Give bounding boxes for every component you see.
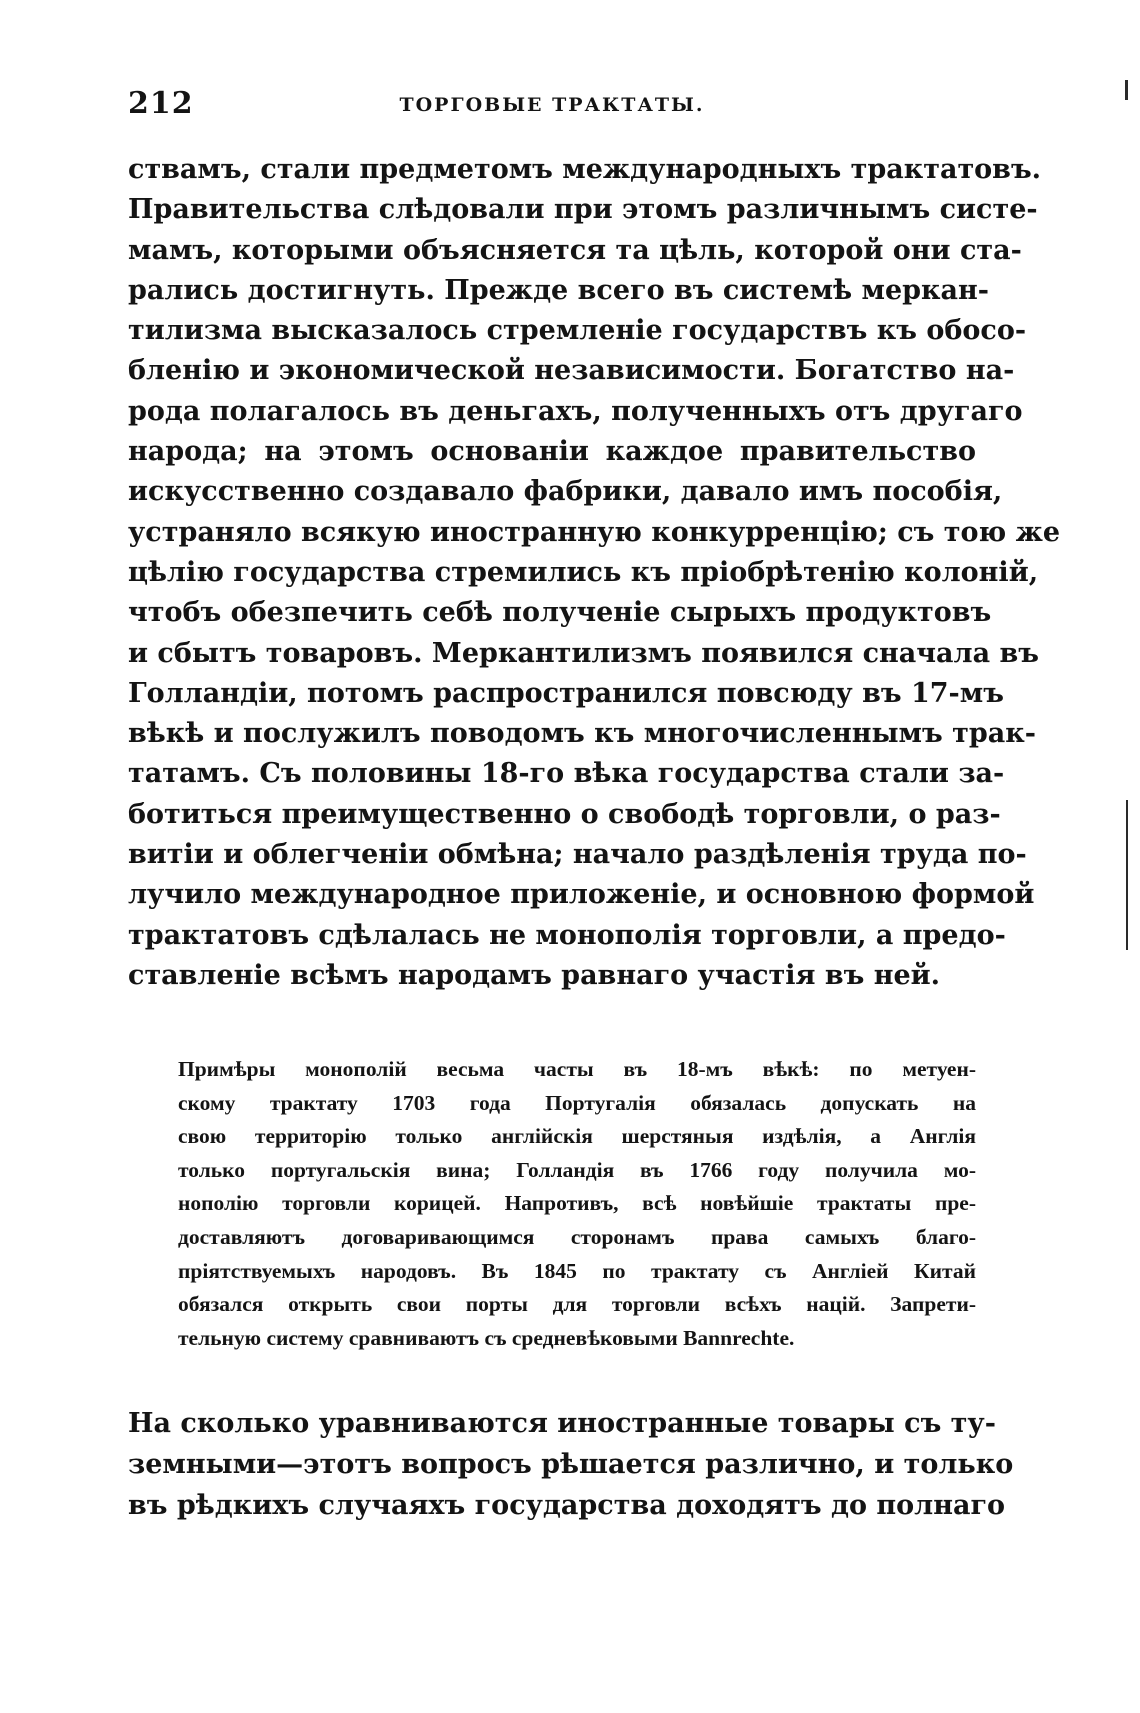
footnote-line: доставляютъ договаривающимся сторонамъ права самыхъ благо-: [178, 1224, 976, 1249]
text-line: цѣлію государства стремились къ пріобрѣтенію колоній,: [128, 556, 1039, 588]
text-line: рались достигнуть. Прежде всего въ системѣ меркан-: [128, 274, 989, 306]
text-line: татамъ. Съ половины 18-го вѣка государства стали за-: [128, 758, 1005, 790]
text-line: земными—этотъ вопросъ рѣшается различно, и только: [128, 1449, 1014, 1480]
text-line: Правительства слѣдовали при этомъ различнымъ систе-: [128, 194, 1038, 226]
text-line: Голландіи, потомъ распространился повсюду въ 17-мъ: [128, 677, 1004, 709]
text-line: народа; на этомъ основаніи каждое правительство: [128, 436, 976, 468]
footnote-line: пріятствуемыхъ народовъ. Въ 1845 по трактату съ Англіей Китай: [178, 1258, 976, 1283]
footnote-line: только португальскія вина; Голландія въ 1766 году получила мо-: [178, 1157, 976, 1182]
scan-edge-mark: [1126, 800, 1128, 950]
text-line: бленію и экономической независимости. Богатство на-: [128, 355, 1015, 387]
scan-edge-mark: [1125, 80, 1128, 100]
footnote-line: нополію торговли корицей. Напротивъ, всѣ новѣйшіе трактаты пре-: [178, 1191, 976, 1216]
text-line: На сколько уравниваются иностранные товары съ ту-: [128, 1408, 996, 1439]
footnote-line: обязался открыть свои порты для торговли всѣхъ націй. Запрети-: [178, 1292, 976, 1317]
continued-paragraph: [128, 1403, 1014, 1526]
text-line: лучило международное приложеніе, и основною формой: [128, 879, 1035, 911]
footnote-block: [178, 1053, 976, 1355]
footnote-line: Примѣры монополій весьма часты въ 18-мъ вѣкѣ: по метуен-: [178, 1057, 976, 1081]
footnote-line: тельную систему сравниваютъ съ средневѣковыми Bannrechte.: [178, 1325, 795, 1350]
text-line: ботиться преимущественно о свободѣ торговли, о раз-: [128, 798, 1001, 830]
text-line: трактатовъ сдѣлалась не монополія торговли, а предо-: [128, 919, 1006, 951]
text-line: тилизма высказалось стремленіе государствъ къ обосо-: [128, 315, 1027, 347]
text-line: искусственно создавало фабрики, давало имъ пособія,: [128, 476, 1003, 508]
running-title: ТОРГОВЫЕ ТРАКТАТЫ.: [399, 94, 705, 116]
page-header: [128, 86, 976, 126]
page-number: 212: [128, 86, 194, 121]
text-line: въ рѣдкихъ случаяхъ государства доходятъ до полнаго: [128, 1490, 1006, 1521]
main-paragraph: [128, 150, 1061, 996]
text-line: чтобъ обезпечить себѣ полученіе сырыхъ продуктовъ: [128, 597, 992, 629]
footnote-line: скому трактату 1703 года Португалія обязалась допускать на: [178, 1090, 976, 1115]
text-line: рода полагалось въ деньгахъ, полученныхъ отъ другаго: [128, 395, 1023, 427]
text-line: ставленіе всѣмъ народамъ равнаго участія въ ней.: [128, 959, 941, 991]
text-line: вѣкѣ и послужилъ поводомъ къ многочисленнымъ трак-: [128, 718, 1036, 750]
text-line: ствамъ, стали предметомъ международныхъ трактатовъ.: [128, 154, 1042, 185]
text-line: устраняло всякую иностранную конкурренцію; съ тою же: [128, 516, 1061, 548]
text-line: мамъ, которыми объясняется та цѣль, которой они ста-: [128, 234, 1022, 266]
footnote-line: свою территорію только англійскія шерстяныя издѣлія, а Англія: [178, 1124, 976, 1149]
text-line: и сбытъ товаровъ. Меркантилизмъ появился сначала въ: [128, 637, 1039, 669]
text-line: витіи и облегченіи обмѣна; начало раздѣленія труда по-: [128, 839, 1027, 871]
